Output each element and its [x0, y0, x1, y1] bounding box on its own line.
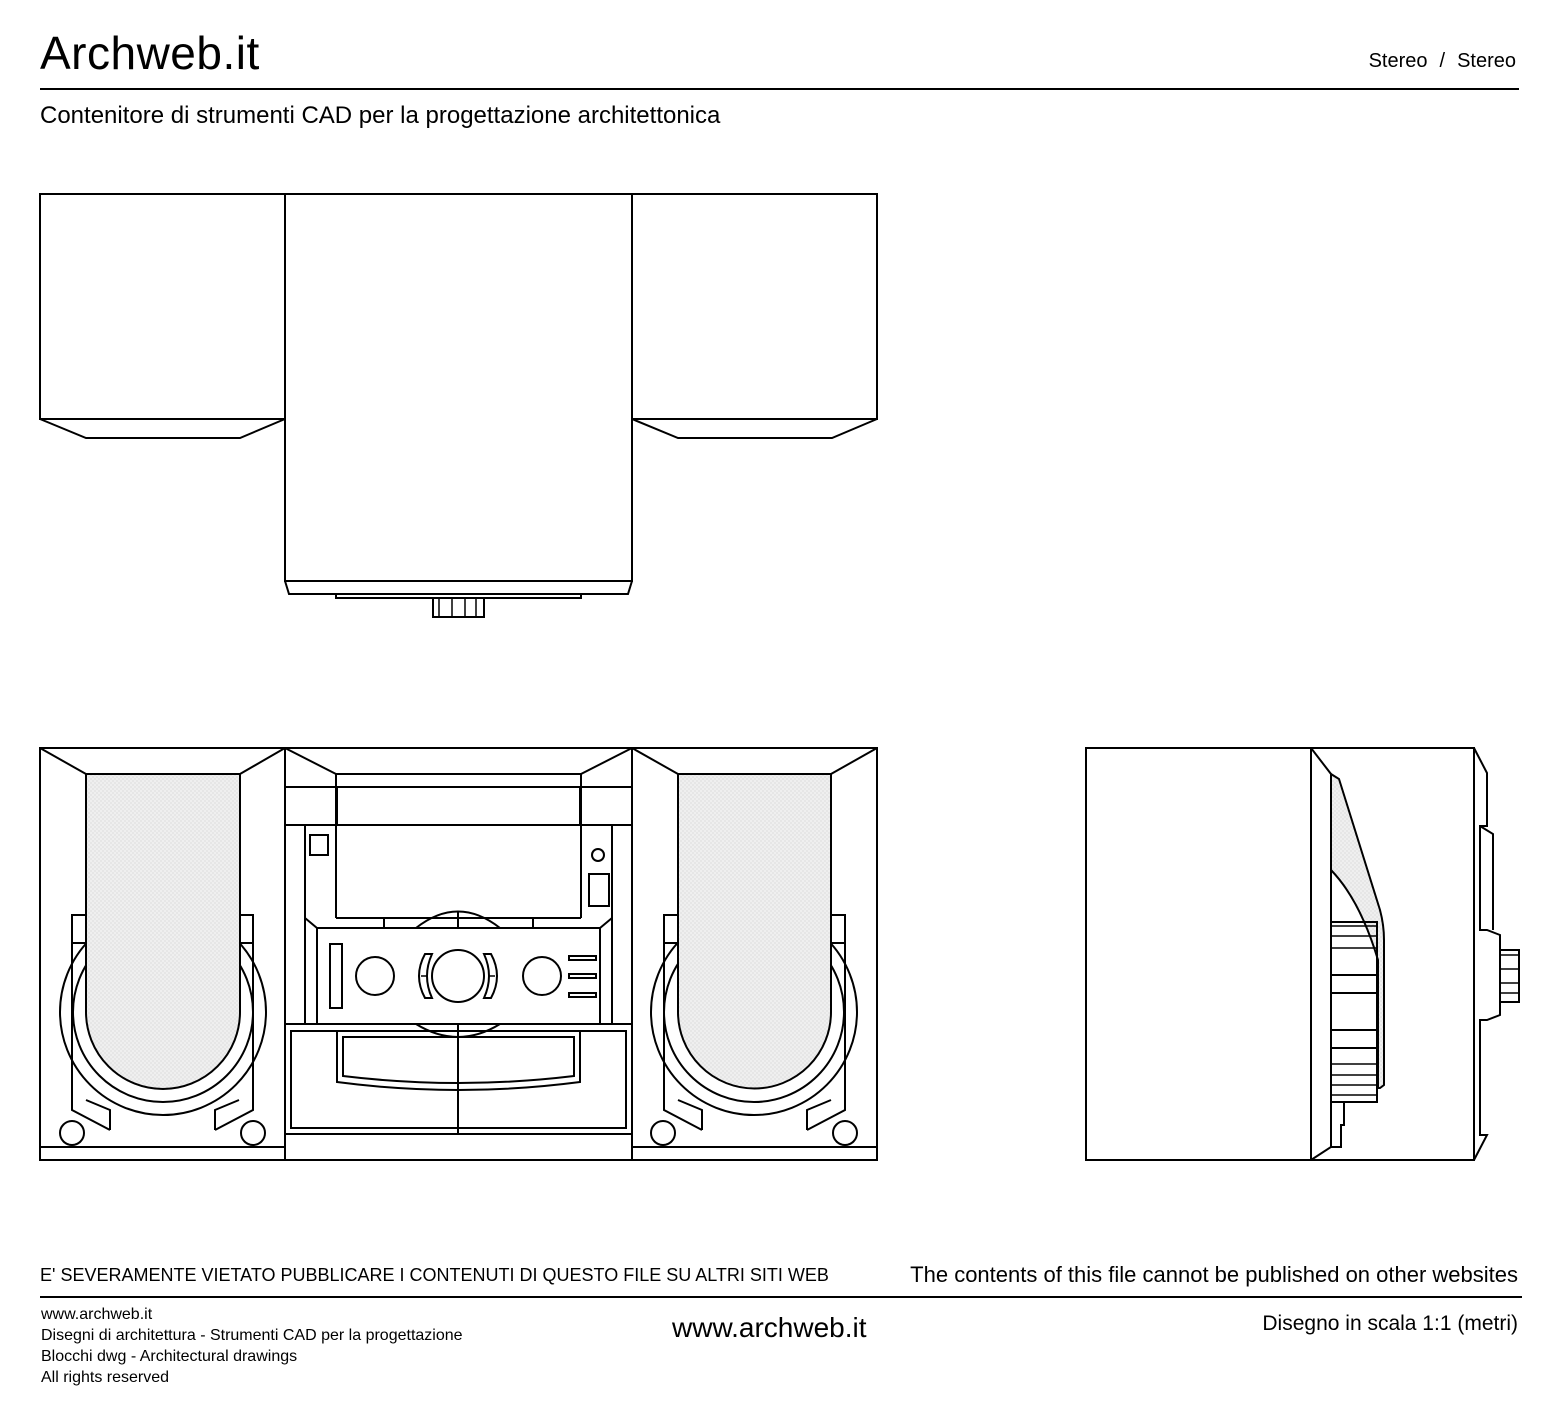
front-right-speaker: [632, 748, 877, 1160]
power-button: [310, 835, 328, 855]
footer-divider: [40, 1296, 1522, 1298]
control-panel: [317, 928, 600, 1024]
breadcrumb-category: Stereo: [1368, 50, 1428, 72]
front-main-unit: [285, 748, 632, 1160]
copyright-notice-italian: E' SEVERAMENTE VIETATO PUBBLICARE I CONTENUTI DI QUESTO FILE SU ALTRI SITI WEB: [40, 1265, 829, 1285]
function-button: [569, 956, 596, 960]
side-main-unit: [1311, 748, 1519, 1160]
indicator-led: [592, 849, 604, 861]
top-main-unit: [285, 194, 632, 617]
cassette-slider: [330, 944, 342, 1008]
side-speaker: [1086, 748, 1311, 1160]
brand-logo: Archweb.it: [40, 27, 260, 79]
footer-description: Disegni di architettura - Strumenti CAD per la progettazione: [41, 1327, 463, 1344]
footer-site: www.archweb.it: [41, 1306, 153, 1323]
left-knob: [356, 957, 394, 995]
footer-rights: All rights reserved: [41, 1369, 170, 1386]
side-volume-knob: [1500, 950, 1519, 1002]
headphone-jack: [589, 874, 609, 906]
footer-url-link[interactable]: www.archweb.it: [672, 1312, 867, 1343]
front-left-speaker: [40, 748, 285, 1160]
top-volume-knob: [433, 598, 484, 617]
display-panel: [337, 787, 580, 825]
top-left-speaker: [40, 194, 285, 438]
function-button: [569, 974, 596, 978]
side-view: [1086, 748, 1519, 1160]
footer-blocks: Blocchi dwg - Architectural drawings: [41, 1348, 298, 1365]
breadcrumb-separator: /: [1439, 50, 1446, 72]
function-button: [569, 993, 596, 997]
breadcrumb-item: Stereo: [1457, 50, 1516, 72]
top-right-speaker: [632, 194, 877, 438]
scale-label: Disegno in scala 1:1 (metri): [1262, 1312, 1518, 1335]
footer-info: [41, 1304, 463, 1388]
copyright-notice-english: The contents of this file cannot be published on other websites: [910, 1262, 1518, 1287]
top-view: [40, 194, 877, 617]
front-view: [40, 748, 877, 1160]
main-volume-knob: [432, 950, 484, 1002]
right-knob: [523, 957, 561, 995]
page-subtitle: Contenitore di strumenti CAD per la progettazione architettonica: [40, 102, 721, 129]
